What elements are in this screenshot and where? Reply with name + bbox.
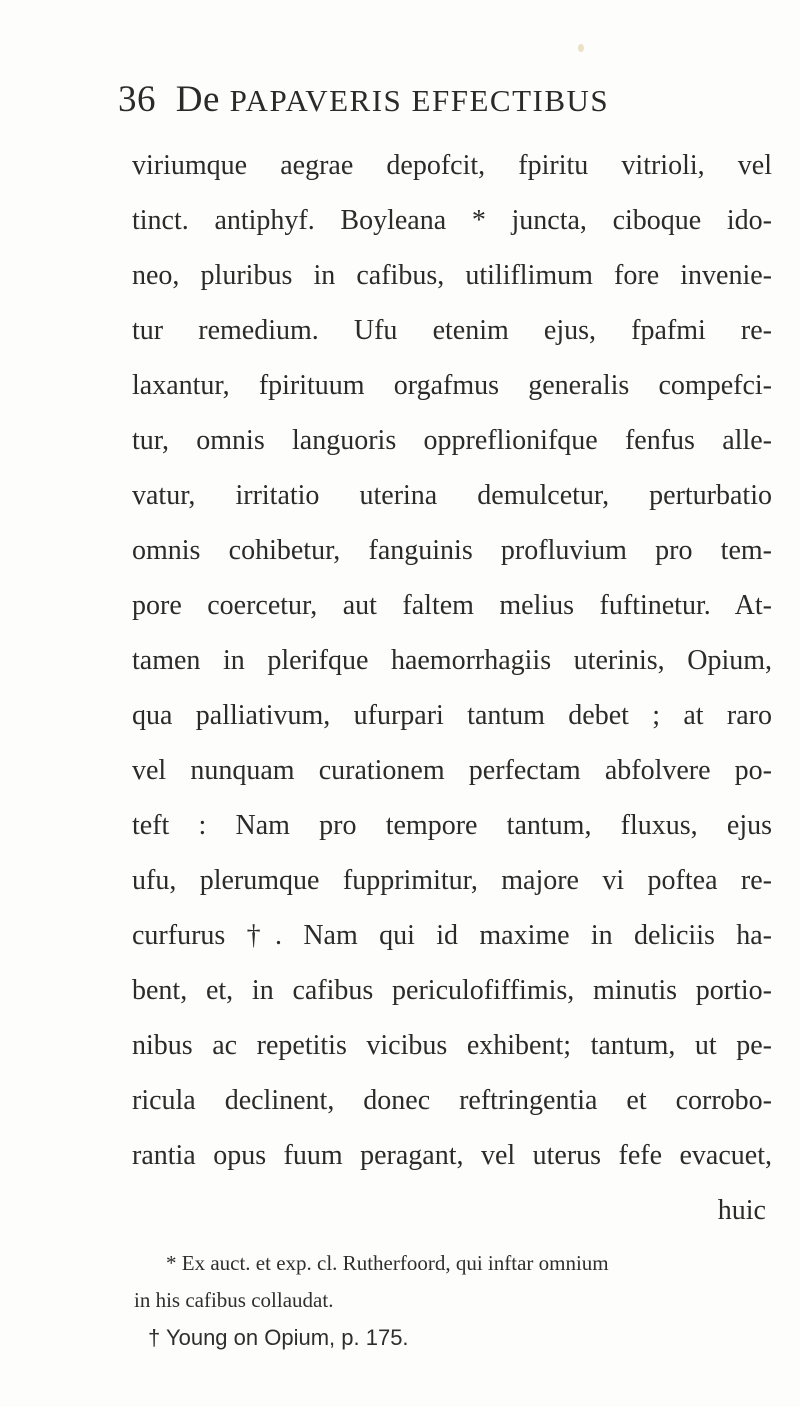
catchword: huic bbox=[717, 1195, 766, 1226]
text-line: tur, omnis languoris oppreflionifque fenfus alle- bbox=[132, 425, 772, 456]
text-line: viriumque aegrae depofcit, fpiritu vitrioli, vel bbox=[132, 150, 772, 181]
text-line: teft : Nam pro tempore tantum, fluxus, ejus bbox=[132, 810, 772, 841]
header-title-prefix: De bbox=[175, 79, 220, 120]
page-number: 36 bbox=[118, 79, 156, 120]
running-header bbox=[118, 78, 609, 121]
header-title: PAPAVERIS EFFECTIBUS bbox=[229, 83, 610, 118]
text-line: rantia opus fuum peragant, vel uterus fefe evacuet, bbox=[132, 1140, 772, 1171]
text-line: curfurus †. Nam qui id maxime in deliciis ha- bbox=[132, 920, 772, 951]
footnote-asterisk-continued: in his cafibus collaudat. bbox=[134, 1288, 334, 1312]
text-line: qua palliativum, ufurpari tantum debet ; at raro bbox=[132, 700, 772, 731]
footnotes bbox=[134, 1245, 778, 1356]
body-text bbox=[132, 138, 772, 1238]
text-line: tur remedium. Ufu etenim ejus, fpafmi re- bbox=[132, 315, 772, 346]
footnote-asterisk: * Ex auct. et exp. cl. Rutherfoord, qui inftar omnium bbox=[166, 1251, 609, 1275]
text-line: vatur, irritatio uterina demulcetur, perturbatio bbox=[132, 480, 772, 511]
paper-stain bbox=[578, 44, 584, 52]
text-line: bent, et, in cafibus periculofiffimis, minutis portio- bbox=[132, 975, 772, 1006]
text-line: vel nunquam curationem perfectam abfolvere po- bbox=[132, 755, 772, 786]
text-line: laxantur, fpirituum orgafmus generalis compefci- bbox=[132, 370, 772, 401]
text-line: nibus ac repetitis vicibus exhibent; tantum, ut pe- bbox=[132, 1030, 772, 1061]
text-line: omnis cohibetur, fanguinis profluvium pro tem- bbox=[132, 535, 772, 566]
text-line: ricula declinent, donec reftringentia et corrobo- bbox=[132, 1085, 772, 1116]
text-line: tamen in plerifque haemorrhagiis uterinis, Opium, bbox=[132, 645, 772, 676]
footnote-dagger: † Young on Opium, p. 175. bbox=[148, 1325, 409, 1350]
text-line: neo, pluribus in cafibus, utiliflimum fore invenie- bbox=[132, 260, 772, 291]
text-line: tinct. antiphyf. Boyleana * juncta, ciboque ido- bbox=[132, 205, 772, 236]
text-line: pore coercetur, aut faltem melius fuftinetur. At- bbox=[132, 590, 772, 621]
text-line: ufu, plerumque fupprimitur, majore vi poftea re- bbox=[132, 865, 772, 896]
